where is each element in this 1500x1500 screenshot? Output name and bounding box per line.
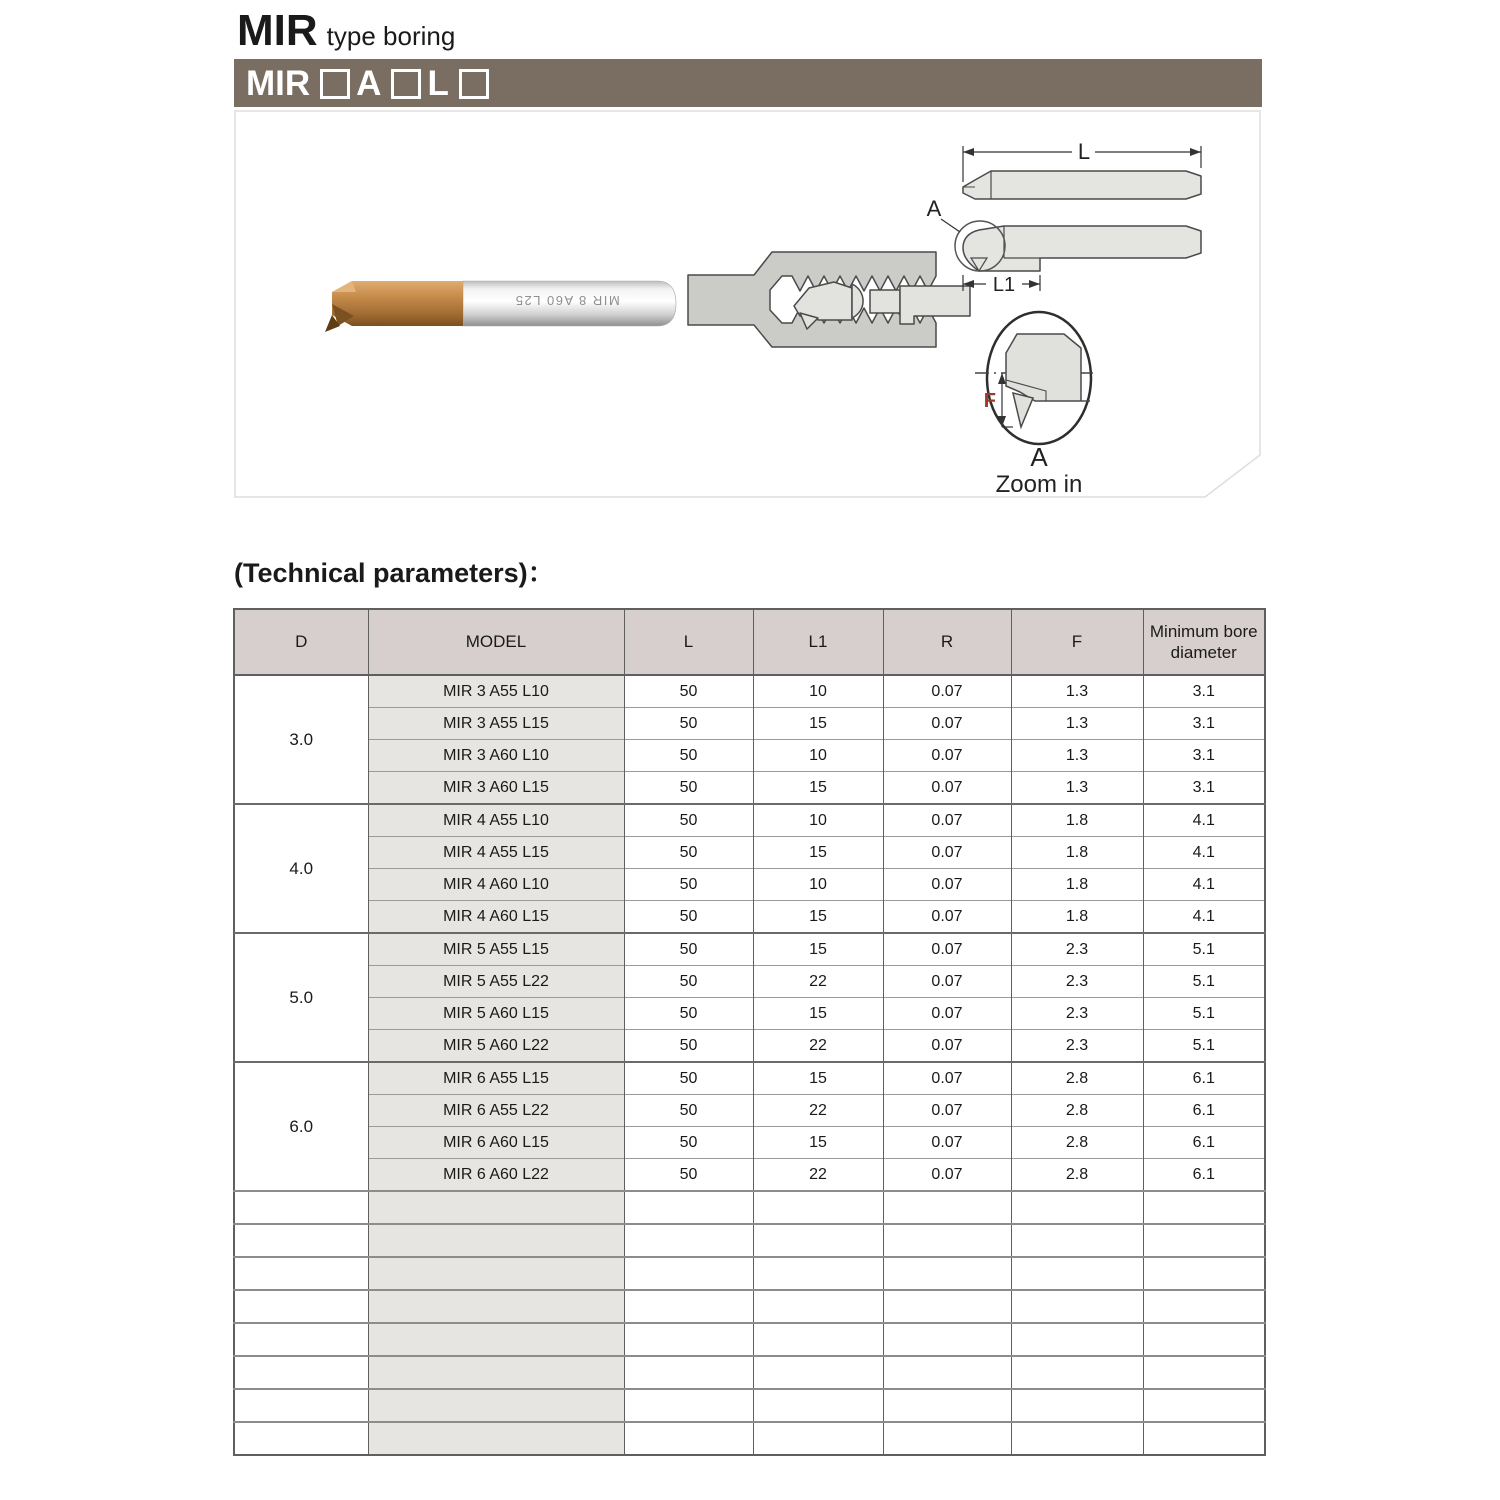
empty-cell xyxy=(624,1422,753,1455)
value-cell: 50 xyxy=(624,804,753,837)
code-placeholder-box xyxy=(320,69,350,99)
model-cell: MIR 3 A60 L15 xyxy=(368,772,624,805)
table-row xyxy=(234,1095,1265,1127)
empty-cell xyxy=(1143,1191,1265,1224)
value-cell: 6.1 xyxy=(1143,1062,1265,1095)
value-cell: 2.3 xyxy=(1011,1030,1143,1063)
zoom-A-label: A xyxy=(1030,442,1048,472)
dim-F-label: F xyxy=(983,390,996,412)
model-cell: MIR 3 A55 L15 xyxy=(368,708,624,740)
code-placeholder-box xyxy=(459,69,489,99)
value-cell: 0.07 xyxy=(883,998,1011,1030)
empty-cell xyxy=(883,1224,1011,1257)
zoom-in-caption: Zoom in xyxy=(995,471,1083,498)
column-header: L xyxy=(624,609,753,675)
empty-table-row xyxy=(234,1257,1265,1290)
title-main: MIR xyxy=(237,6,318,55)
empty-table-row xyxy=(234,1224,1265,1257)
empty-cell xyxy=(624,1191,753,1224)
spec-table-container xyxy=(233,608,1266,1456)
value-cell: 4.1 xyxy=(1143,804,1265,837)
empty-table-row xyxy=(234,1323,1265,1356)
value-cell: 0.07 xyxy=(883,1095,1011,1127)
model-cell: MIR 5 A55 L22 xyxy=(368,966,624,998)
value-cell: 2.3 xyxy=(1011,933,1143,966)
value-cell: 15 xyxy=(753,837,883,869)
value-cell: 1.8 xyxy=(1011,804,1143,837)
code-token: MIR xyxy=(246,63,311,103)
code-bar xyxy=(234,59,1262,107)
model-cell: MIR 6 A55 L15 xyxy=(368,1062,624,1095)
empty-cell xyxy=(883,1389,1011,1422)
empty-cell xyxy=(624,1356,753,1389)
table-row xyxy=(234,837,1265,869)
empty-cell xyxy=(1011,1224,1143,1257)
empty-cell xyxy=(1011,1191,1143,1224)
diagram-svg xyxy=(234,110,1262,498)
empty-cell xyxy=(883,1257,1011,1290)
empty-cell xyxy=(1143,1290,1265,1323)
value-cell: 3.1 xyxy=(1143,740,1265,772)
empty-cell xyxy=(624,1389,753,1422)
table-row xyxy=(234,708,1265,740)
empty-cell xyxy=(1143,1389,1265,1422)
empty-table-row xyxy=(234,1356,1265,1389)
value-cell: 0.07 xyxy=(883,708,1011,740)
value-cell: 10 xyxy=(753,675,883,708)
empty-cell xyxy=(883,1191,1011,1224)
empty-cell xyxy=(234,1422,368,1455)
table-row xyxy=(234,966,1265,998)
empty-table-row xyxy=(234,1422,1265,1455)
empty-cell xyxy=(368,1323,624,1356)
empty-cell xyxy=(1143,1356,1265,1389)
empty-cell xyxy=(368,1389,624,1422)
empty-cell xyxy=(883,1356,1011,1389)
value-cell: 5.1 xyxy=(1143,966,1265,998)
table-row xyxy=(234,772,1265,805)
value-cell: 50 xyxy=(624,869,753,901)
dim-L1-label: L1 xyxy=(992,274,1016,296)
section-heading: (Technical parameters)： xyxy=(234,558,555,588)
value-cell: 3.1 xyxy=(1143,772,1265,805)
d-value-cell: 3.0 xyxy=(234,675,368,804)
value-cell: 50 xyxy=(624,1062,753,1095)
value-cell: 15 xyxy=(753,933,883,966)
table-header-row xyxy=(234,609,1265,675)
value-cell: 2.8 xyxy=(1011,1095,1143,1127)
column-header: D xyxy=(234,609,368,675)
empty-cell xyxy=(368,1224,624,1257)
value-cell: 0.07 xyxy=(883,966,1011,998)
d-value-cell: 5.0 xyxy=(234,933,368,1062)
empty-cell xyxy=(1143,1224,1265,1257)
value-cell: 50 xyxy=(624,1030,753,1063)
value-cell: 50 xyxy=(624,837,753,869)
table-row xyxy=(234,675,1265,708)
model-cell: MIR 4 A60 L10 xyxy=(368,869,624,901)
column-header: L1 xyxy=(753,609,883,675)
empty-cell xyxy=(1143,1422,1265,1455)
empty-cell xyxy=(234,1224,368,1257)
empty-cell xyxy=(624,1257,753,1290)
diagram-panel xyxy=(234,110,1262,498)
empty-cell xyxy=(234,1323,368,1356)
value-cell: 1.8 xyxy=(1011,901,1143,934)
column-header: R xyxy=(883,609,1011,675)
model-cell: MIR 3 A60 L10 xyxy=(368,740,624,772)
empty-cell xyxy=(234,1191,368,1224)
value-cell: 0.07 xyxy=(883,901,1011,934)
value-cell: 50 xyxy=(624,675,753,708)
column-header: F xyxy=(1011,609,1143,675)
empty-cell xyxy=(883,1323,1011,1356)
table-row xyxy=(234,804,1265,837)
value-cell: 2.3 xyxy=(1011,966,1143,998)
model-cell: MIR 4 A55 L15 xyxy=(368,837,624,869)
page-title xyxy=(237,6,455,56)
empty-cell xyxy=(753,1257,883,1290)
empty-cell xyxy=(753,1422,883,1455)
empty-cell xyxy=(753,1356,883,1389)
value-cell: 50 xyxy=(624,998,753,1030)
value-cell: 50 xyxy=(624,901,753,934)
table-row xyxy=(234,1127,1265,1159)
value-cell: 4.1 xyxy=(1143,869,1265,901)
value-cell: 50 xyxy=(624,772,753,805)
value-cell: 15 xyxy=(753,1127,883,1159)
table-row xyxy=(234,998,1265,1030)
model-cell: MIR 5 A60 L15 xyxy=(368,998,624,1030)
code-token: L xyxy=(427,63,449,103)
value-cell: 50 xyxy=(624,1127,753,1159)
value-cell: 6.1 xyxy=(1143,1127,1265,1159)
value-cell: 1.8 xyxy=(1011,837,1143,869)
value-cell: 10 xyxy=(753,740,883,772)
empty-cell xyxy=(368,1257,624,1290)
title-sub: type boring xyxy=(326,21,456,51)
empty-cell xyxy=(883,1290,1011,1323)
value-cell: 2.3 xyxy=(1011,998,1143,1030)
value-cell: 50 xyxy=(624,740,753,772)
d-value-cell: 6.0 xyxy=(234,1062,368,1191)
column-header: Minimum bore diameter xyxy=(1143,609,1265,675)
empty-cell xyxy=(1143,1323,1265,1356)
value-cell: 10 xyxy=(753,869,883,901)
value-cell: 0.07 xyxy=(883,1030,1011,1063)
value-cell: 1.3 xyxy=(1011,772,1143,805)
value-cell: 0.07 xyxy=(883,772,1011,805)
value-cell: 1.3 xyxy=(1011,708,1143,740)
value-cell: 22 xyxy=(753,1095,883,1127)
value-cell: 5.1 xyxy=(1143,1030,1265,1063)
product-photo xyxy=(325,281,676,332)
value-cell: 50 xyxy=(624,966,753,998)
value-cell: 50 xyxy=(624,1095,753,1127)
table-row xyxy=(234,1062,1265,1095)
empty-cell xyxy=(234,1389,368,1422)
value-cell: 5.1 xyxy=(1143,998,1265,1030)
empty-cell xyxy=(368,1422,624,1455)
value-cell: 22 xyxy=(753,1030,883,1063)
value-cell: 22 xyxy=(753,1159,883,1192)
value-cell: 15 xyxy=(753,708,883,740)
d-value-cell: 4.0 xyxy=(234,804,368,933)
value-cell: 50 xyxy=(624,933,753,966)
value-cell: 0.07 xyxy=(883,837,1011,869)
value-cell: 1.3 xyxy=(1011,675,1143,708)
model-cell: MIR 6 A55 L22 xyxy=(368,1095,624,1127)
value-cell: 1.8 xyxy=(1011,869,1143,901)
value-cell: 10 xyxy=(753,804,883,837)
model-cell: MIR 6 A60 L15 xyxy=(368,1127,624,1159)
code-placeholder-box xyxy=(391,69,421,99)
empty-table-row xyxy=(234,1290,1265,1323)
empty-cell xyxy=(753,1323,883,1356)
value-cell: 0.07 xyxy=(883,1159,1011,1192)
empty-cell xyxy=(1143,1257,1265,1290)
table-row xyxy=(234,933,1265,966)
empty-cell xyxy=(753,1389,883,1422)
value-cell: 15 xyxy=(753,1062,883,1095)
empty-cell xyxy=(753,1191,883,1224)
model-cell: MIR 5 A60 L22 xyxy=(368,1030,624,1063)
model-cell: MIR 6 A60 L22 xyxy=(368,1159,624,1192)
value-cell: 15 xyxy=(753,772,883,805)
value-cell: 4.1 xyxy=(1143,901,1265,934)
value-cell: 6.1 xyxy=(1143,1159,1265,1192)
value-cell: 1.3 xyxy=(1011,740,1143,772)
empty-table-row xyxy=(234,1191,1265,1224)
value-cell: 3.1 xyxy=(1143,675,1265,708)
value-cell: 5.1 xyxy=(1143,933,1265,966)
empty-cell xyxy=(624,1290,753,1323)
value-cell: 0.07 xyxy=(883,740,1011,772)
empty-cell xyxy=(1011,1257,1143,1290)
empty-cell xyxy=(1011,1389,1143,1422)
model-cell: MIR 3 A55 L10 xyxy=(368,675,624,708)
value-cell: 50 xyxy=(624,708,753,740)
empty-cell xyxy=(624,1323,753,1356)
empty-cell xyxy=(368,1290,624,1323)
value-cell: 0.07 xyxy=(883,675,1011,708)
empty-cell xyxy=(234,1290,368,1323)
table-row xyxy=(234,901,1265,934)
value-cell: 0.07 xyxy=(883,1127,1011,1159)
value-cell: 2.8 xyxy=(1011,1159,1143,1192)
model-cell: MIR 4 A60 L15 xyxy=(368,901,624,934)
empty-cell xyxy=(883,1422,1011,1455)
empty-cell xyxy=(1011,1356,1143,1389)
empty-cell xyxy=(1011,1422,1143,1455)
etched-model-text: MIR 8 A60 L25 xyxy=(514,293,620,308)
dim-L-label: L xyxy=(1077,139,1091,164)
value-cell: 2.8 xyxy=(1011,1062,1143,1095)
value-cell: 2.8 xyxy=(1011,1127,1143,1159)
empty-cell xyxy=(753,1290,883,1323)
value-cell: 0.07 xyxy=(883,1062,1011,1095)
value-cell: 0.07 xyxy=(883,869,1011,901)
value-cell: 15 xyxy=(753,901,883,934)
empty-cell xyxy=(368,1191,624,1224)
code-token: A xyxy=(356,63,382,103)
model-cell: MIR 4 A55 L10 xyxy=(368,804,624,837)
empty-cell xyxy=(1011,1323,1143,1356)
model-cell: MIR 5 A55 L15 xyxy=(368,933,624,966)
value-cell: 4.1 xyxy=(1143,837,1265,869)
spec-table-body xyxy=(234,675,1265,1455)
value-cell: 0.07 xyxy=(883,933,1011,966)
value-cell: 6.1 xyxy=(1143,1095,1265,1127)
empty-cell xyxy=(1011,1290,1143,1323)
value-cell: 50 xyxy=(624,1159,753,1192)
table-row xyxy=(234,740,1265,772)
value-cell: 22 xyxy=(753,966,883,998)
value-cell: 0.07 xyxy=(883,804,1011,837)
spec-table xyxy=(233,608,1266,1456)
value-cell: 3.1 xyxy=(1143,708,1265,740)
table-row xyxy=(234,1030,1265,1063)
empty-cell xyxy=(624,1224,753,1257)
table-row xyxy=(234,869,1265,901)
value-cell: 15 xyxy=(753,998,883,1030)
empty-cell xyxy=(753,1224,883,1257)
empty-cell xyxy=(368,1356,624,1389)
table-row xyxy=(234,1159,1265,1192)
empty-cell xyxy=(234,1257,368,1290)
empty-cell xyxy=(234,1356,368,1389)
empty-table-row xyxy=(234,1389,1265,1422)
detail-A-label: A xyxy=(926,196,942,221)
column-header: MODEL xyxy=(368,609,624,675)
